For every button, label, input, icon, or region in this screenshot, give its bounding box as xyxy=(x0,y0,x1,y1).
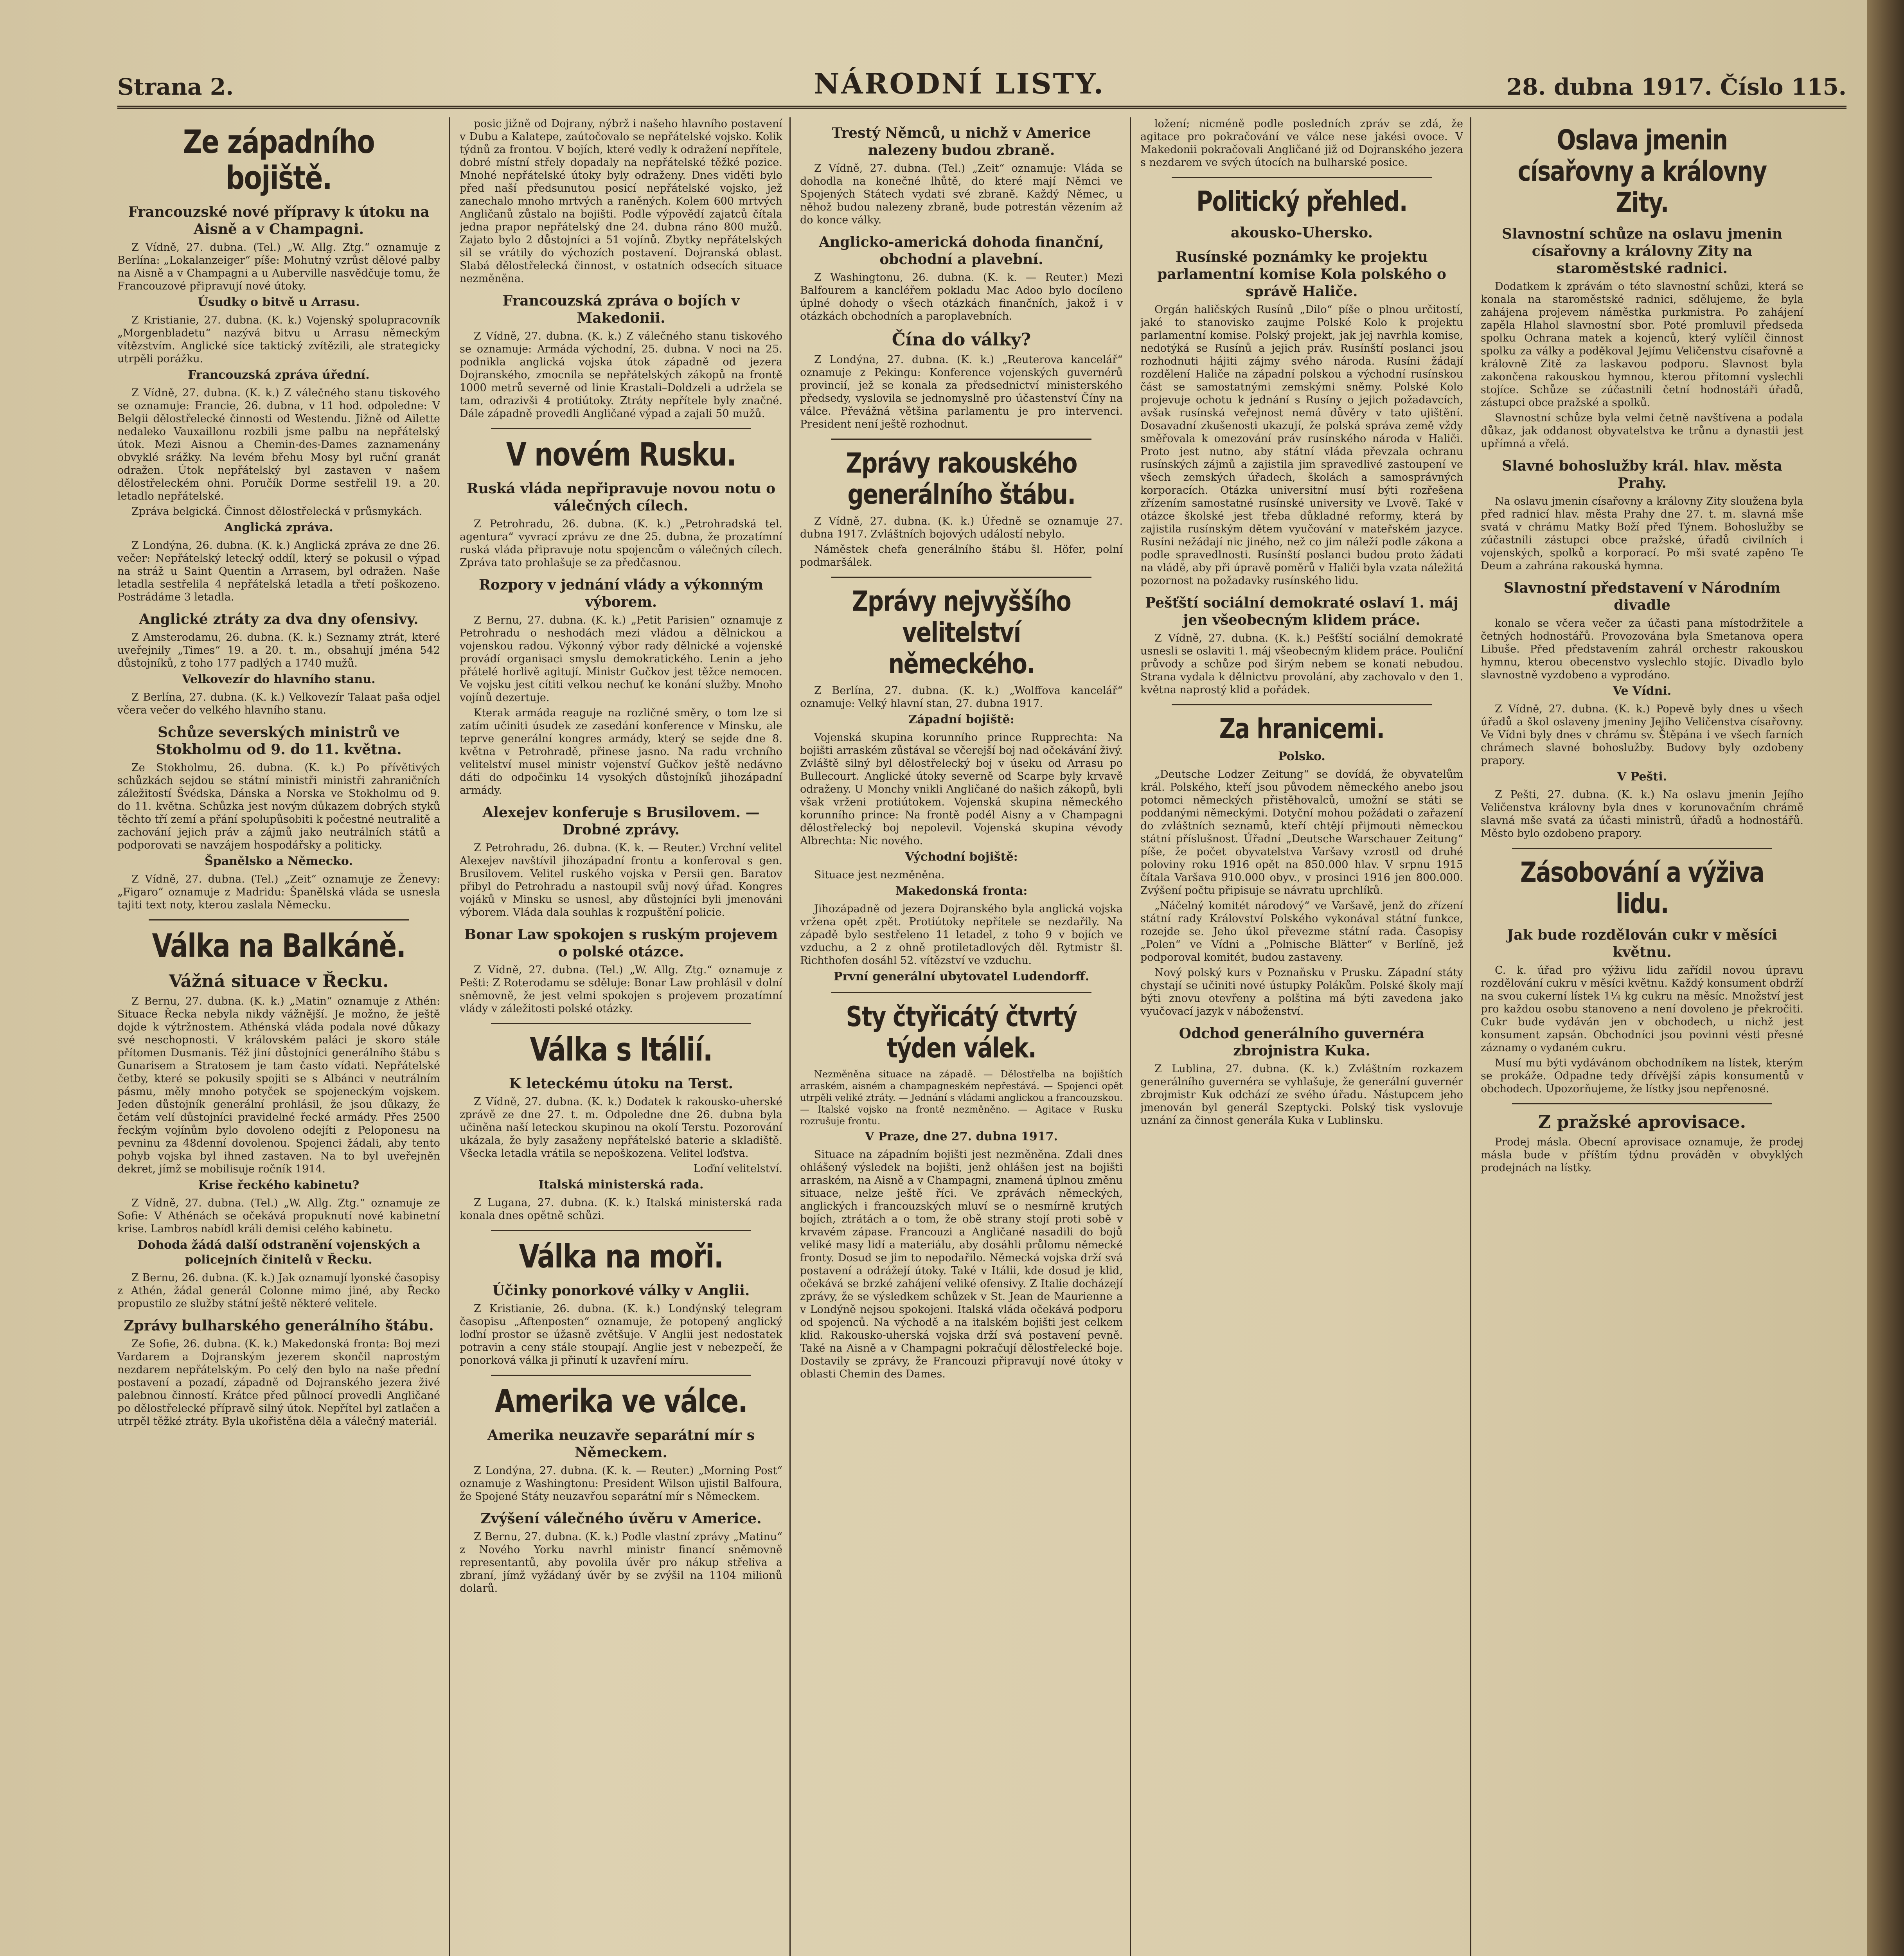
article-title: Úsudky o bitvě u Arrasu. xyxy=(198,295,360,309)
article-subtitle: Ve Vídni. xyxy=(1613,684,1672,698)
article-text: ložení; nicméně podle posledních zpráv se zdá, že agitace pro pokračování ve válce nese jakési ovoce. V Makedonii pokračovali Angličané již od Dojranského jezera s nezdarem ve svých útocích na bulharské posice. xyxy=(1140,118,1463,169)
article-title: Francouzská zpráva úřední. xyxy=(188,368,370,382)
headline-empress-name-day: Oslava jmenin císařovny a královny Zity. xyxy=(1517,124,1767,219)
headline-new-russia: V novém Rusku. xyxy=(506,436,736,473)
article-text: Musí mu býti vydávánom obchodníkem na lístek, kterým se prokáže. Odpadne tedy dřívější zápis konsumentů v obchodech. Upozorňujeme, že lístky jsou nepřenosné. xyxy=(1481,1057,1803,1095)
column-5 xyxy=(1481,117,1803,1956)
article-title: Francouzská zpráva o bojích v Makedonii. xyxy=(502,293,740,326)
article-text: Z Bernu, 27. dubna. (K. k.) „Matin“ oznamuje z Athén: Situace Řecka nebyla nikdy vážnější. Je možno, že ještě dojde k výtržnostem. Athénská vláda podala nové důkazy své neschopnosti. V královském paláci je skoro stále přítomen Dusmanis. Též jiní důstojníci generálního štábu s Gunarisem a Stratosem je tam často vídati. Nepřátelské četby, které se pokusily spojiti se s Albánci v neutrálním pásmu, měly mnoho potyček se spojeneckým vojskem. Jeden důstojník generální prohlásil, že jsou důkazy, že četám velí důstojníci pravidelné řecké armády. Přes 2500 řeckým vojínům bylo dovoleno odejíti z Peloponesu na pevninu za 48denní dovolenou. Spojenci žádali, aby tento pohyb vojska byl ihned zastaven. Na to byl uveřejněn dekret, jímž se mobilisuje ročník 1914. xyxy=(117,995,440,1175)
article-title: Bonar Law spokojen s ruským projevem o polské otázce. xyxy=(464,926,778,960)
issue-date: 28. dubna 1917. Číslo 115. xyxy=(1506,74,1846,100)
article-text: Orgán haličských Rusínů „Dilo“ píše o plnou určitostí, jaké to stanovisko zaujme Polské Kolo k projektu parlamentní komise. Polský projekt, jak jej navrhla komise, nedotýká se Rusínů a jejich práv. Rusínští poslanci jsou rozhodnuti hájiti zájmy svého národa. Rusíni žádají rozdělení Haliče na západní polskou a východní rusínskou část se samostatnými zemskými sněmy. Polské Kolo projevuje ochotu k jednání s Rusíny o jejich požadavcích, avšak rusínská veřejnost nemá důvěry v tato ujištění. Dosavadní zkušenosti ukazují, že polská správa země vždy směřovala k omezování práv rusínského národa v Haliči. Proto jest nutno, aby státní vláda převzala ochranu rusínských zájmů a zajistila jim spravedlivé zastoupení ve všech zemských úřadech, školách a samosprávných korporacích. Otázka universitní musí býti rozřešena zřízením samostatné rusínské university ve Lvově. Také v otázce školské jest třeba důkladné reformy, která by zajistila rusínským dětem vyučování v mateřském jazyce. Rusíni nežádají nic jiného, než co jim náleží podle zákona a podle spravedlnosti. Rusínští poslanci budou proto žádati na vládě, aby při úpravě poměrů v Haliči byla vzata náležitá pozornost na požadavky rusínského lidu. xyxy=(1140,304,1463,587)
article-title: Krise řeckého kabinetu? xyxy=(198,1178,360,1192)
article-text: posic jižně od Dojrany, nýbrž i našeho hlavního postavení v Dubu a Kalatepe, zaútočovalo se nepřátelské vojsko. Kolik týdnů za frontou. V bojích, které vedly k odražení nepřítele, dobré místní střely dopadaly na nepřátelské těžké pozice. Mnohé nepřátelské útoky byly odraženy. Dnes viděti bylo před naší předsunutou posicí nepřátelské vojsko, jež zanechalo mnoho mrtvých a raněných. Kolem 600 mrtvých Angličanů zůstalo na bojišti. Podle výpovědí zajatců čítala jedna prapor nepřátelský dne 24. dubna ráno 800 mužů. Zajato bylo 2 důstojníci a 51 vojínů. Zbytky nepřátelských sil se vrátily do výchozích postavení. Dojranská oblast. Slabá dělostřelecká činnost, v ostatních odsecích situace nezměněna. xyxy=(460,118,782,285)
article-text: Z Vídně, 27. dubna. (Tel.) „Zeit“ oznamuje ze Ženevy: „Figaro“ oznamuje z Madridu: Španělská vláda se usnesla tajiti text noty, kterou zaslala Německu. xyxy=(117,873,440,911)
section-divider xyxy=(491,1375,751,1376)
section-divider xyxy=(1512,848,1772,849)
article-text: Z Washingtonu, 26. dubna. (K. k. — Reuter.) Mezi Balfourem a kancléřem pokladu Mac Adoo bylo docíleno úplné dohody o všech otázkách finančních, jakož i v otázkách obchodních a paroplavebních. xyxy=(800,271,1123,322)
article-summary: Nezměněna situace na západě. — Dělostřelba na bojištích arraském, aisném a champagneském nepřestává. — Spojenci opět utrpěli veliké ztráty. — Jednání s vládami anglickou a francouzskou. — Italské vojsko na frontě nezměněno. — Agitace v Rusku rozrušuje frontu. xyxy=(800,1069,1123,1127)
article-title: Rozpory v jednání vlády a výkonným výborem. xyxy=(479,577,763,610)
article-title: Pešťští sociální demokraté oslaví 1. máj jen všeobecným klidem práce. xyxy=(1145,595,1458,628)
article-title: Anglická zpráva. xyxy=(224,521,333,534)
article-text: Z Londýna, 26. dubna. (K. k.) Anglická zpráva ze dne 26. večer: Nepřátelský letecký oddíl, který se pokusil o výpad na stráž u Saint Quentin a Arrasem, byl odražen. Naše letadla sestřelila 4 nepřátelská letadla a třetí poškozeno. Postrádáme 3 letadla. xyxy=(117,539,440,603)
article-title: Slavnostní schůze na oslavu jmenin císařovny a královny Zity na staroměstské radnici. xyxy=(1502,226,1782,277)
article-text: Z Lublina, 27. dubna. (K. k.) Zvláštním rozkazem generálního guvernéra se vyhlašuje, že generální guvernér zbrojmistr Kuk odchází ze svého úřadu. Nástupcem jeho jmenován byl generál Szeptycki. Polský tisk vyslovuje uznání za činnost generála Kuka v Lublinsku. xyxy=(1140,1063,1463,1127)
headline-political-overview: Politický přehled. xyxy=(1196,185,1407,218)
article-text: Z Bernu, 27. dubna. (K. k.) „Petit Parisien“ oznamuje z Petrohradu o neshodách mezi vládou a dělnickou a vojenskou radou. Výkonný výbor rady dělnické a vojenské provádí organisaci smyslu demokratického. Lenin a jeho přátelé horlivě agitují. Ministr Gučkov jest těžce nemocen. Ve vojsku jest cítiti velkou nechuť ke konání služby. Mnoho vojínů dezertuje. xyxy=(460,614,782,704)
article-title: Jak bude rozdělován cukr v měsíci květnu. xyxy=(1507,927,1777,960)
section-divider xyxy=(1172,177,1432,178)
article-text: Slavnostní schůze byla velmi četně navštívena a podala důkaz, jak oddanost obyvatelstva ke trůnu a dynastii jest upřímná a vřelá. xyxy=(1481,412,1803,450)
article-text: Z Berlína, 27. dubna. (K. k.) Velkovezír Talaat paša odjel včera večer do velkého hlavního stanu. xyxy=(117,691,440,716)
section-divider xyxy=(1512,1103,1772,1104)
headline-food-supply: Zásobování a výživa lidu. xyxy=(1520,856,1764,920)
article-title: Slavnostní představení v Národním divadle xyxy=(1503,580,1781,613)
article-subtitle: V Pešti. xyxy=(1617,770,1667,784)
article-text: Situace jest nezměněna. xyxy=(814,869,945,881)
article-text: Z Vídně, 27. dubna. (Tel.) „W. Allg. Ztg.“ oznamuje z Berlína: „Lokalanzeiger“ píše: Mohutný vzrůst dělové palby na Aisně a v Champagni a u Auberville nasvědčuje tomu, že Francouzové připravují nové útoky. xyxy=(117,241,440,292)
article-text: Nový polský kurs v Poznaňsku v Prusku. Západní státy chystají se učiniti nové ústupky Polákům. Polské školy mají býti znovu otevřeny a polština má býti zavedena jako vyučovací jazyk v náboženství. xyxy=(1140,967,1463,1018)
article-title: Schůze severských ministrů ve Stokholmu od 9. do 11. května. xyxy=(156,724,402,758)
section-divider xyxy=(491,428,751,429)
headline-german-high-command: Zprávy nejvyššího velitelství německého. xyxy=(852,585,1071,680)
article-title: Rusínské poznámky ke projektu parlamentní komise Kola polského o správě Haliče. xyxy=(1157,249,1446,300)
article-text: Prodej másla. Obecní aprovisace oznamuje, že prodej másla bude v příštím týdnu prováděn v obvyklých prodejnách na lístky. xyxy=(1481,1136,1803,1174)
article-text: Na oslavu jmenin císařovny a královny Zity sloužena byla před radnicí hlav. města Prahy dne 27. t. m. slavná mše svatá v chrámu Matky Boží před Týnem. Bohoslužby se zúčastnili zástupci obce pražské, úřadů civilních i vojenských, spolků a korporací. Po mši svaté zapěno Te Deum a zahrána rakouská hymna. xyxy=(1481,495,1803,572)
column-4 xyxy=(1140,117,1463,1956)
article-title: K leteckému útoku na Terst. xyxy=(509,1075,733,1092)
article-text: Z Pešti, 27. dubna. (K. k.) Na oslavu jmenin Jejího Veličenstva královny byla dnes v korunovačním chrámě slavná mše svatá za účasti ministrů, úřadů a hodnostářů. Město bylo ozdobeno prapory. xyxy=(1481,789,1803,840)
article-text: Z Vídně, 27. dubna. (K. k.) Úředně se oznamuje 27. dubna 1917. Zvláštních bojových událostí nebylo. xyxy=(800,515,1123,540)
article-title: Vážná situace v Řecku. xyxy=(169,971,389,991)
article-text: Z Lugana, 27. dubna. (K. k.) Italská ministerská rada konala dnes opětně schůzi. xyxy=(460,1197,782,1222)
article-subtitle: Polsko. xyxy=(1278,750,1325,763)
headline-war-at-sea: Válka na moři. xyxy=(519,1238,723,1275)
article-title: Dohoda žádá další odstranění vojenských a policejních činitelů v Řecku. xyxy=(137,1238,420,1267)
article-title: Španělsko a Německo. xyxy=(205,854,353,868)
article-text: Vojenská skupina korunního prince Rupprechta: Na bojišti arraském zůstával se včerejší boj nad očekávání živý. Zvláště silný byl dělostřelecký boj v úseku od Arrasu po Bullecourt. Anglické útoky severně od Scarpe byly krvavě odraženy. U Monchy vnikli Angličané do našich zákopů, byli však vrženi protiútokem. Vojenská skupina německého korunního prince: Na frontě podél Aisny a v Champagni dělostřelecký boj nepolevil. Vojenská skupina vévody Albrechta: Nic nového. xyxy=(800,732,1123,847)
article-text: Z Kristianie, 26. dubna. (K. k.) Londýnský telegram časopisu „Aftenposten“ oznamuje, že potopený anglický loďní prostor se úžasně zvětšuje. V Anglii jest nedostatek potravin a ceny stále stoupají. Anglie jest v nebezpečí, že ponorková válka ji přinutí k uzavření míru. xyxy=(460,1303,782,1366)
article-text: Z Kristianie, 27. dubna. (K. k.) Vojenský spolupracovník „Morgenbladetu“ nazývá bitvu u Arrasu německým vítězstvím. Anglické síce taktický zvítězili, ale strategicky utrpěli porážku. xyxy=(117,314,440,365)
article-text: Z Vídně, 27. dubna. (Tel.) „Zeit“ oznamuje: Vláda se dohodla na konečné lhůtě, do které mají Němci ve Spojených Státech vydati své zbraně. Každý Němec, u něhož budou nalezeny zbraně, bude potrestán vězením až do konce války. xyxy=(800,162,1123,226)
article-text: Z Vídně, 27. dubna. (K. k.) Pešťští sociální demokraté usnesli se oslaviti 1. máj všeobecným klidem práce. Pouliční průvody a schůze pod širým nebem se konati nebudou. Strana vydala k dělnictvu provolání, aby zachovalo v den 1. května naprostý klid a pořádek. xyxy=(1140,632,1463,696)
article-text: Dodatkem k zprávám o této slavnostní schůzi, která se konala na staroměstské radnici, sdělujeme, že byla zahájena projevem náměstka purkmistra. Po zahájení zapěla Hlahol slavnostní sbor. Poté promluvil předseda spolku Ochrana matek a kojenců, který vylíčil činnost spolku za války a poděkoval Jejímu Veličenstvu císařovně a královně Zitě za laskavou podporu. Slavnost byla zakončena rakouskou hymnou, kterou přítomní vyslechli stojíce. Schůze se zúčastnili četní hodnostáři úřadů, zástupci obce pražské a spolků. xyxy=(1481,280,1803,409)
article-title: Francouzské nové přípravy k útoku na Aisně a v Champagni. xyxy=(128,204,430,237)
article-title: Velkovezír do hlavního stanu. xyxy=(182,672,376,686)
masthead: NÁRODNÍ LISTY. xyxy=(814,67,1105,100)
article-text: „Deutsche Lodzer Zeitung“ se dovídá, že obyvatelům král. Polského, kteří jsou původem německého anebo jsou potomci německých přistěhovalců, umožní se státi se poddanými německými. Dotyční mohou požádati o zařazení do zvláštních seznamů, kteří chtějí přijmouti německou státní příslušnost. Úřadní „Deutsche Warschauer Zeitung“ píše, že počet obyvatelstva Varšavy vzrostl od druhé poloviny roku 1916 opět na 850.000 hlav. V srpnu 1915 čítala Varšava 910.000 obyv., v prosinci 1916 jen 800.000. Zvýšení počtu připisuje se návratu uprchlíků. xyxy=(1140,768,1463,897)
section-divider xyxy=(491,1230,751,1231)
article-title: Odchod generálního guvernéra zbrojnistra Kuka. xyxy=(1179,1025,1425,1059)
article-text: Z Bernu, 26. dubna. (K. k.) Jak oznamují lyonské časopisy z Athén, žádal generál Colonne mimo jiné, aby Řecko propustilo ze služby státní ještě některé velitele. xyxy=(117,1272,440,1310)
column-rule xyxy=(1130,117,1131,1956)
article-subtitle: Makedonská fronta: xyxy=(895,884,1028,898)
article-title: Ruská vláda nepřipravuje novou notu o válečných cílech. xyxy=(466,480,776,514)
article-text: Z Petrohradu, 26. dubna. (K. k. — Reuter.) Vrchní velitel Alexejev navštívil jihozápadní frontu a konferoval s gen. Brusilovem. Velitel ruského vojska v Persii gen. Baratov přibyl do Petrohradu a nastoupil svůj nový úřad. Kongres vojáků v Minsku se usnesl, aby důstojníci byli jmenováni výborem. Vláda dala souhlas k rozpuštění policie. xyxy=(460,842,782,919)
article-title: Anglicko-americká dohoda finanční, obchodní a plavební. xyxy=(819,234,1104,268)
article-title: Trestý Němců, u nichž v Americe nalezeny budou zbraně. xyxy=(832,125,1091,158)
article-title: Zprávy bulharského generálního štábu. xyxy=(124,1318,434,1334)
article-title: Italská ministerská rada. xyxy=(538,1178,704,1192)
article-title: Čína do války? xyxy=(892,330,1031,350)
column-rule xyxy=(789,117,791,1956)
article-text: Z Vídně, 27. dubna. (K. k.) Popevě byly dnes u všech úřadů a škol oslaveny jmeniny Jejího Veličenstva císařovny. Ve Vídni byly dnes v chrámu sv. Štěpána i ve všech farních chrámech slavné bohoslužby. Budovy byly ozdobeny prapory. xyxy=(1481,703,1803,767)
article-subtitle: akousko-Uhersko. xyxy=(1230,225,1373,241)
section-divider xyxy=(149,919,409,920)
article-text: Z Vídně, 27. dubna. (K. k.) Dodatek k rakousko-uherské zprávě ze dne 27. t. m. Odpoledne dne 26. dubna byla učiněna naší leteckou skupinou na okolí Terstu. Pozorování ukázala, že byly zasaženy nepřátelské baterie a skladiště. Všecka letadla vrátila se nepoškozena. Velitel loďstva. xyxy=(460,1096,782,1160)
article-title: Účinky ponorkové války v Anglii. xyxy=(492,1282,750,1299)
article-text: Z Vídně, 27. dubna. (K. k.) Z válečného stanu tiskového se oznamuje: Francie, 26. dubna, v 11 hod. odpoledne: V Belgii dělostřelecké činnosti od Westendu. Jižně od Ailette nedaleko Vauxaillonu rozbili jsme palbu na nepřátelský útok. Mezi Aisnou a Chemin-des-Dames zaznamenány obvyklé srážky. Na levém břehu Mosy byl ruční granát odražen. Útok nepřátelský byl zastaven v našem dělostřeleckém ohni. Poručík Dorme sestřelil 19. a 20. letadlo nepřátelské. xyxy=(117,387,440,502)
article-text: Kterak armáda reaguje na rozličné směry, o tom lze si zatím učiniti úsudek ze zasedání konference v Minsku, ale teprve generální kongres armády, který se sejde dne 8. května v Petrohradě, přinese jasno. Na radu vrchního velitelství musel ministr vojenství Gučkov ještě nedávno dáti do odpočinku 14 vysokých důstojníků jihozápadní armády. xyxy=(460,707,782,796)
headline-austrian-general-staff: Zprávy rakouského generálního štábu. xyxy=(846,447,1077,511)
article-text: Z Londýna, 27. dubna. (K. k. — Reuter.) „Morning Post“ oznamuje z Washingtonu: President Wilson ujistil Balfoura, že Spojené Státy neuzavřou separátní mír s Německem. xyxy=(460,1465,782,1503)
headline-balkan-war: Válka na Balkáně. xyxy=(152,928,406,965)
section-divider xyxy=(491,1023,751,1024)
article-text: „Náčelný komitét národový“ ve Varšavě, jenž do zřízení státní rady Království Polského vykonával státní funkce, rozejde se. Jeho úkol převezme státní rada. Časopisy „Polen“ ve Vídni a „Polnische Blätter“ v Berlíně, jež podporoval komitét, budou zastaveny. xyxy=(1140,900,1463,964)
article-signature: Náměstek chefa generálního štábu šl. Höfer, polní podmaršálek. xyxy=(800,543,1123,568)
article-title: Amerika neuzavře separátní mír s Německem. xyxy=(487,1427,755,1461)
article-text: Z Vídně, 27. dubna. (Tel.) „W. Allg. Ztg.“ oznamuje z Pešti: Z Roterodamu se sděluje: Bonar Law prohlásil v dolní sněmovně, že jest velmi spokojen s projevem prozatímní vlády v záležitosti polské otázky. xyxy=(460,964,782,1015)
page-header xyxy=(117,59,1846,109)
headline-abroad: Za hranicemi. xyxy=(1219,713,1384,745)
column-3 xyxy=(800,117,1123,1956)
article-title: Zvýšení válečného úvěru v Americe. xyxy=(480,1510,762,1527)
headline-prague-provisions: Z pražské aprovisace. xyxy=(1538,1112,1746,1132)
section-divider xyxy=(831,577,1091,578)
article-text: Z Vídně, 27. dubna. (Tel.) „W. Allg. Ztg.“ oznamuje ze Sofie: V Athénách se očekává propuknutí nové kabinetní krise. Lambros nabídl králi demisi celého kabinetu. xyxy=(117,1197,440,1235)
column-1 xyxy=(117,117,440,1956)
article-subtitle: Západní bojiště: xyxy=(908,713,1014,726)
article-text: Zpráva belgická. Činnost dělostřelecká v průsmykách. xyxy=(131,505,423,518)
article-signature: Loďní velitelství. xyxy=(693,1163,782,1175)
article-text: Situace na západním bojišti jest nezměněna. Zdali dnes ohlášený výsledek na bojišti, jenž ohlášen jest na bojišti arraském, na Aisně a v Champagni, znamená úplnou změnu situace, nelze ještě říci. Ve zprávách německých, anglických i francouzských mluví se o nesmírně krutých bojích, ztrátách a o tom, že obě strany stojí proti sobě v krvavém zápase. Francouzi a Angličané nasadili do bojů veliké masy lidí a materiálu, aby dosáhli průlomu německé fronty. Dosud se jim to nepodařilo. Německá vojska drží svá postavení a odrážejí útoky. Také v Itálii, kde dosud je klid, očekává se brzké zahájení veliké ofensivy. Z Italie docházejí zprávy, že se výsledkem schůzek v St. Jean de Maurienne a v Londýně nejsou spokojeni. Italská vláda očekává podporu od spojenců. Na východě a na italském bojišti jest celkem klid. Rakousko-uherská vojska drží svá postavení pevně. Také na Aisně a v Champagni pokračují dělostřelecké boje. Dostavily se zprávy, že Francouzi připravují nové útoky v oblasti Chemin des Dames. xyxy=(800,1149,1123,1380)
article-text: Z Londýna, 27. dubna. (K. k.) „Reuterova kancelář“ oznamuje z Pekingu: Konference vojenských guvernérů provincií, jež se konala za předsednictví ministerského předsedy, vyslovila se jednomyslně pro účastenství Číny na válce. Převážná většina parlamentu je pro intervenci. President není ještě rozhodnut. xyxy=(800,354,1123,430)
article-title: Alexejev konferuje s Brusilovem. — Drobné zprávy. xyxy=(482,804,760,838)
column-rule xyxy=(449,117,450,1956)
headline-war-week: Sty čtyřicátý čtvrtý týden válek. xyxy=(846,1001,1077,1064)
article-text: Z Vídně, 27. dubna. (K. k.) Z válečného stanu tiskového se oznamuje: Armáda východní, 25. dubna. V noci na 25. podnikla anglická vojska útok západně od jezera Dojranského, zmocnila se nepřátelských zákopů na frontě 1000 metrů severně od linie Krastali–Doldzeli a udržela se tam, odrazivši 4 protiútoky. Ztráty nepřítele byly značné. Dále západně provedli Angličané výpad a zajali 50 mužů. xyxy=(460,330,782,420)
article-text: Z Berlína, 27. dubna. (K. k.) „Wolffova kancelář“ oznamuje: Velký hlavní stan, 27. dubna 1917. xyxy=(800,685,1123,710)
article-text: C. k. úřad pro výživu lidu zařídil novou úpravu rozdělování cukru v měsíci květnu. Každý konsument obdrží na svou cukerní lístek 1¼ kg cukru na měsíc. Množství jest pro každou osobu stanoveno a není dovoleno je překročiti. Cukr bude vydáván jen v obchodech, u nichž jest konsument zapsán. Obchodníci jsou povinni vésti přesné záznamy o vydaném cukru. xyxy=(1481,964,1803,1054)
headline-america-at-war: Amerika ve válce. xyxy=(494,1383,748,1420)
headline-western-front: Ze západního bojiště. xyxy=(183,124,375,197)
section-divider xyxy=(1172,704,1432,705)
article-text: Jihozápadně od jezera Dojranského byla anglická vojska vržena opět zpět. Protiútoky nepřítele se nezdařily. Na západě bylo sestřeleno 11 letadel, z toho 9 v bojích ve vzduchu, a 2 z ohně protiletadlových děl. Rytmistr šl. Richthofen dosáhl 52. vítězství ve vzduchu. xyxy=(800,903,1123,967)
article-text: Z Petrohradu, 26. dubna. (K. k.) „Petrohradská tel. agentura“ vyvrací zprávu ze dne 25. dubna, že prozatímní ruská vláda připravuje notu spojencům o válečných cílech. Zpráva tato prohlašuje se za předčasnou. xyxy=(460,518,782,569)
article-text: Ze Sofie, 26. dubna. (K. k.) Makedonská fronta: Boj mezi Vardarem a Dojranským jezerem skončil naprostým nezdarem nepřátelským. Po celý den bylo na naše přední postavení a pozadí, západně od Dojranského jezera živé palebnou činností. Krátce před půlnocí provedli Angličané po dělostřelecké přípravě silný útok. Nepřítel byl zatlačen a utrpěl těžké ztráty. Byla ukořistěna děla a válečný materiál. xyxy=(117,1338,440,1427)
article-text: Z Bernu, 27. dubna. (K. k.) Podle vlastní zprávy „Matinu“ z Nového Yorku navrhl ministr financí sněmovně representantů, aby povolila úvěr pro nákup střeliva a zbraní, jímž vyžádaný úvěr by se zvýšil na 1104 milionů dolarů. xyxy=(460,1531,782,1595)
column-2 xyxy=(460,117,782,1956)
article-title: Slavné bohoslužby král. hlav. města Prahy. xyxy=(1502,458,1782,491)
page-binding-edge xyxy=(1867,0,1904,1956)
article-subtitle: Východní bojiště: xyxy=(905,850,1018,864)
headline-war-with-italy: Válka s Itálií. xyxy=(530,1031,712,1068)
article-title: Anglické ztráty za dva dny ofensivy. xyxy=(139,611,419,627)
article-signature: První generální ubytovatel Ludendorff. xyxy=(833,970,1090,983)
article-text: konalo se včera večer za účasti pana místodržitele a četných hodnostářů. Provozována byla Smetanova opera Libuše. Před představením zahrál orchestr rakouskou hymnu, kterou obecenstvo vyslechlo stojíc. Divadlo bylo slavnostně vyzdobeno a vyprodáno. xyxy=(1481,617,1803,681)
section-divider xyxy=(831,992,1091,993)
section-divider xyxy=(831,439,1091,440)
article-text: Z Amsterodamu, 26. dubna. (K. k.) Seznamy ztrát, které uveřejnily „Times“ 19. a 20. t. m., obsahují jména 542 důstojníků, z toho 177 padlých a 1740 mužů. xyxy=(117,631,440,669)
column-rule xyxy=(1470,117,1471,1956)
page-number: Strana 2. xyxy=(117,74,234,100)
article-dateline: V Praze, dne 27. dubna 1917. xyxy=(865,1130,1058,1143)
article-text: Ze Stokholmu, 26. dubna. (K. k.) Po přívětivých schůzkách sejdou se státní ministři ministři zahraničních záležitostí Švédska, Dánska a Norska ve Stokholmu od 9. do 11. května. Schůzka jest novým důkazem dobrých styků těchto tří zemí a přání spolupůsobiti k počestné neutralitě a zachování jejich práv a zájmů jako neutrálních států a podporovati se navzájem hospodářsky a politicky. xyxy=(117,762,440,851)
